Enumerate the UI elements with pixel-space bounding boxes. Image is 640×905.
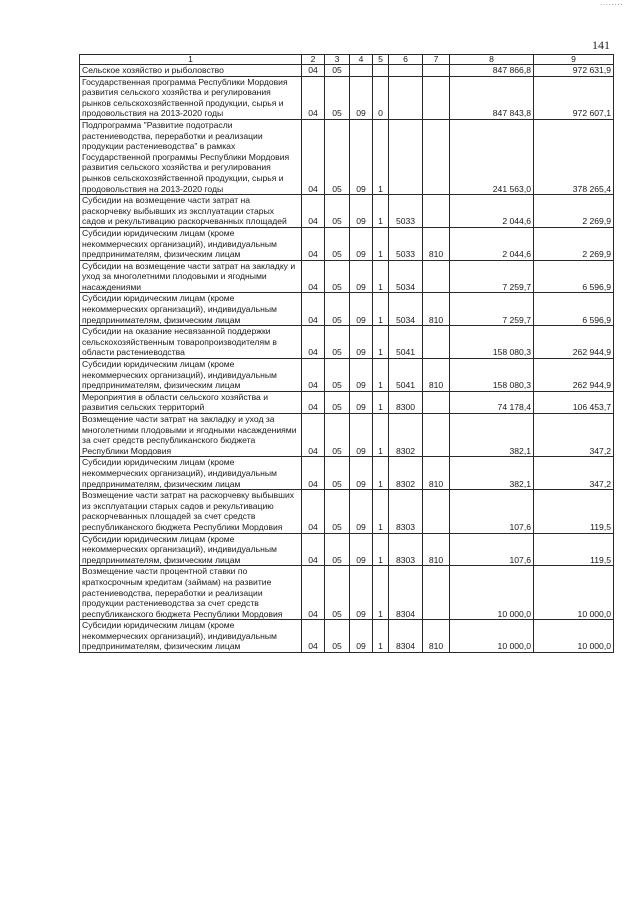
amount-col8: 158 080,3	[450, 359, 534, 392]
code-subprogram	[373, 65, 389, 77]
code-section: 04	[302, 490, 325, 533]
code-subsection: 05	[325, 359, 350, 392]
table-row	[80, 566, 614, 620]
code-article: 8304	[389, 620, 423, 653]
code-expense-type: 810	[423, 227, 450, 260]
table-row	[80, 227, 614, 260]
row-name: Возмещение части затрат на закладку и уход за многолетними плодовыми и ягодными насаждениями за счет средств республиканского бюджета Республики Мордовия	[80, 414, 302, 457]
table-row	[80, 620, 614, 653]
code-section: 04	[302, 293, 325, 326]
column-header: 6	[389, 55, 423, 65]
table-row	[80, 533, 614, 566]
code-article: 8300	[389, 391, 423, 413]
code-program: 09	[350, 490, 373, 533]
code-article: 5041	[389, 326, 423, 359]
code-subprogram: 1	[373, 195, 389, 228]
code-expense-type	[423, 195, 450, 228]
code-expense-type	[423, 566, 450, 620]
row-name: Субсидии на оказание несвязанной поддержки сельскохозяйственным товаропроизводителям в области растениеводства	[80, 326, 302, 359]
code-program: 09	[350, 326, 373, 359]
code-expense-type	[423, 326, 450, 359]
code-article: 5041	[389, 359, 423, 392]
code-expense-type: 810	[423, 359, 450, 392]
amount-col9: 2 269,9	[534, 227, 614, 260]
code-expense-type: 810	[423, 533, 450, 566]
table-row	[80, 457, 614, 490]
code-subprogram: 1	[373, 533, 389, 566]
code-expense-type	[423, 391, 450, 413]
code-subprogram: 1	[373, 359, 389, 392]
table-row	[80, 391, 614, 413]
table-row	[80, 195, 614, 228]
amount-col9: 347,2	[534, 457, 614, 490]
code-section: 04	[302, 326, 325, 359]
code-subsection: 05	[325, 260, 350, 293]
code-article: 8302	[389, 414, 423, 457]
row-name: Мероприятия в области сельского хозяйства и развития сельских территорий	[80, 391, 302, 413]
code-expense-type	[423, 490, 450, 533]
code-program: 09	[350, 457, 373, 490]
code-expense-type	[423, 260, 450, 293]
column-header: 7	[423, 55, 450, 65]
code-section: 04	[302, 414, 325, 457]
code-subsection: 05	[325, 620, 350, 653]
code-section: 04	[302, 227, 325, 260]
amount-col9: 6 596,9	[534, 293, 614, 326]
column-header: 4	[350, 55, 373, 65]
page-number: 141	[592, 38, 610, 52]
code-subprogram: 1	[373, 293, 389, 326]
code-section: 04	[302, 65, 325, 77]
code-article: 5034	[389, 260, 423, 293]
code-article: 5033	[389, 195, 423, 228]
code-subprogram: 1	[373, 490, 389, 533]
amount-col8: 847 843,8	[450, 76, 534, 119]
row-name: Государственная программа Республики Мордовия развития сельского хозяйства и регулирования рынков сельскохозяйственной продукции, сырья и продовольствия на 2013-2020 годы	[80, 76, 302, 119]
code-program: 09	[350, 119, 373, 194]
code-subprogram: 0	[373, 76, 389, 119]
row-name: Субсидии на возмещение части затрат на раскорчевку выбывших из эксплуатации старых садов и рекультивацию раскорчеванных площадей	[80, 195, 302, 228]
table-row	[80, 65, 614, 77]
amount-col9: 10 000,0	[534, 566, 614, 620]
code-subsection: 05	[325, 76, 350, 119]
code-section: 04	[302, 119, 325, 194]
code-program: 09	[350, 533, 373, 566]
amount-col9: 2 269,9	[534, 195, 614, 228]
code-subprogram: 1	[373, 620, 389, 653]
amount-col9: 6 596,9	[534, 260, 614, 293]
row-name: Субсидии юридическим лицам (кроме некоммерческих организаций), индивидуальным предпринимателям, физическим лицам	[80, 533, 302, 566]
table-row	[80, 414, 614, 457]
table-row	[80, 326, 614, 359]
code-article: 5034	[389, 293, 423, 326]
code-subsection: 05	[325, 65, 350, 77]
row-name: Субсидии на возмещение части затрат на закладку и уход за многолетними плодовыми и ягодными насаждениями	[80, 260, 302, 293]
code-section: 04	[302, 620, 325, 653]
row-name: Возмещение части процентной ставки по краткосрочным кредитам (займам) на развитие растениеводства, переработки и реализации продукции растениеводства за счет средств республиканского бюджета Республики Мордовия	[80, 566, 302, 620]
amount-col8: 382,1	[450, 414, 534, 457]
table-row	[80, 76, 614, 119]
code-subsection: 05	[325, 195, 350, 228]
code-expense-type	[423, 65, 450, 77]
row-name: Субсидии юридическим лицам (кроме некоммерческих организаций), индивидуальным предпринимателям, физическим лицам	[80, 359, 302, 392]
code-subsection: 05	[325, 326, 350, 359]
code-subprogram: 1	[373, 326, 389, 359]
code-subsection: 05	[325, 490, 350, 533]
code-program: 09	[350, 195, 373, 228]
scan-corner-mark: ........	[600, 0, 624, 7]
row-name: Субсидии юридическим лицам (кроме некоммерческих организаций), индивидуальным предпринимателям, физическим лицам	[80, 620, 302, 653]
column-header: 9	[534, 55, 614, 65]
code-subsection: 05	[325, 457, 350, 490]
code-program: 09	[350, 566, 373, 620]
code-subprogram: 1	[373, 227, 389, 260]
amount-col8: 847 866,8	[450, 65, 534, 77]
amount-col8: 10 000,0	[450, 620, 534, 653]
amount-col9: 119,5	[534, 533, 614, 566]
code-article: 8302	[389, 457, 423, 490]
amount-col9: 262 944,9	[534, 359, 614, 392]
code-section: 04	[302, 566, 325, 620]
code-section: 04	[302, 359, 325, 392]
code-section: 04	[302, 260, 325, 293]
code-section: 04	[302, 391, 325, 413]
code-section: 04	[302, 533, 325, 566]
code-subsection: 05	[325, 119, 350, 194]
code-subprogram: 1	[373, 119, 389, 194]
code-subsection: 05	[325, 293, 350, 326]
amount-col9: 10 000,0	[534, 620, 614, 653]
code-article: 8304	[389, 566, 423, 620]
code-article	[389, 65, 423, 77]
code-subprogram: 1	[373, 457, 389, 490]
code-subsection: 05	[325, 566, 350, 620]
code-expense-type: 810	[423, 457, 450, 490]
column-header: 5	[373, 55, 389, 65]
row-name: Возмещение части затрат на раскорчевку выбывших из эксплуатации старых садов и рекультивацию раскорчеванных площадей за счет средств республиканского бюджета Республики Мордовия	[80, 490, 302, 533]
amount-col9: 972 607,1	[534, 76, 614, 119]
amount-col9: 347,2	[534, 414, 614, 457]
amount-col8: 7 259,7	[450, 293, 534, 326]
row-name: Подпрограмма "Развитие подотрасли растениеводства, переработки и реализации продукции растениеводства" в рамках Государственной программы Республики Мордовия развития сельского хозяйства и регулирования рынков сельскохозяйственной продукции, сырья и продовольствия на 2013-2020 годы	[80, 119, 302, 194]
column-header: 2	[302, 55, 325, 65]
code-article: 8303	[389, 533, 423, 566]
code-subprogram: 1	[373, 566, 389, 620]
code-expense-type	[423, 76, 450, 119]
amount-col8: 241 563,0	[450, 119, 534, 194]
amount-col9: 262 944,9	[534, 326, 614, 359]
code-program: 09	[350, 293, 373, 326]
code-subsection: 05	[325, 414, 350, 457]
amount-col9: 972 631,9	[534, 65, 614, 77]
amount-col9: 378 265,4	[534, 119, 614, 194]
column-header: 8	[450, 55, 534, 65]
code-subprogram: 1	[373, 260, 389, 293]
code-section: 04	[302, 457, 325, 490]
code-program: 09	[350, 414, 373, 457]
amount-col8: 107,6	[450, 490, 534, 533]
code-expense-type: 810	[423, 620, 450, 653]
column-number-row	[80, 55, 614, 65]
code-program: 09	[350, 391, 373, 413]
code-subprogram: 1	[373, 391, 389, 413]
code-subsection: 05	[325, 533, 350, 566]
code-section: 04	[302, 195, 325, 228]
code-program	[350, 65, 373, 77]
code-expense-type	[423, 414, 450, 457]
table-row	[80, 490, 614, 533]
code-subprogram: 1	[373, 414, 389, 457]
amount-col9: 106 453,7	[534, 391, 614, 413]
table-row	[80, 293, 614, 326]
budget-table	[79, 54, 614, 653]
column-header: 1	[80, 55, 302, 65]
code-program: 09	[350, 227, 373, 260]
code-subsection: 05	[325, 391, 350, 413]
amount-col8: 382,1	[450, 457, 534, 490]
amount-col9: 119,5	[534, 490, 614, 533]
row-name: Субсидии юридическим лицам (кроме некоммерческих организаций), индивидуальным предпринимателям, физическим лицам	[80, 227, 302, 260]
code-program: 09	[350, 620, 373, 653]
code-section: 04	[302, 76, 325, 119]
column-header: 3	[325, 55, 350, 65]
table-row	[80, 119, 614, 194]
code-expense-type: 810	[423, 293, 450, 326]
code-article: 8303	[389, 490, 423, 533]
table-row	[80, 260, 614, 293]
code-expense-type	[423, 119, 450, 194]
row-name: Субсидии юридическим лицам (кроме некоммерческих организаций), индивидуальным предпринимателям, физическим лицам	[80, 457, 302, 490]
code-program: 09	[350, 359, 373, 392]
amount-col8: 10 000,0	[450, 566, 534, 620]
code-article: 5033	[389, 227, 423, 260]
code-article	[389, 76, 423, 119]
amount-col8: 2 044,6	[450, 227, 534, 260]
amount-col8: 7 259,7	[450, 260, 534, 293]
table-row	[80, 359, 614, 392]
code-program: 09	[350, 76, 373, 119]
amount-col8: 158 080,3	[450, 326, 534, 359]
amount-col8: 74 178,4	[450, 391, 534, 413]
row-name: Субсидии юридическим лицам (кроме некоммерческих организаций), индивидуальным предпринимателям, физическим лицам	[80, 293, 302, 326]
code-article	[389, 119, 423, 194]
amount-col8: 107,6	[450, 533, 534, 566]
amount-col8: 2 044,6	[450, 195, 534, 228]
code-program: 09	[350, 260, 373, 293]
code-subsection: 05	[325, 227, 350, 260]
row-name: Сельское хозяйство и рыболовство	[80, 65, 302, 77]
